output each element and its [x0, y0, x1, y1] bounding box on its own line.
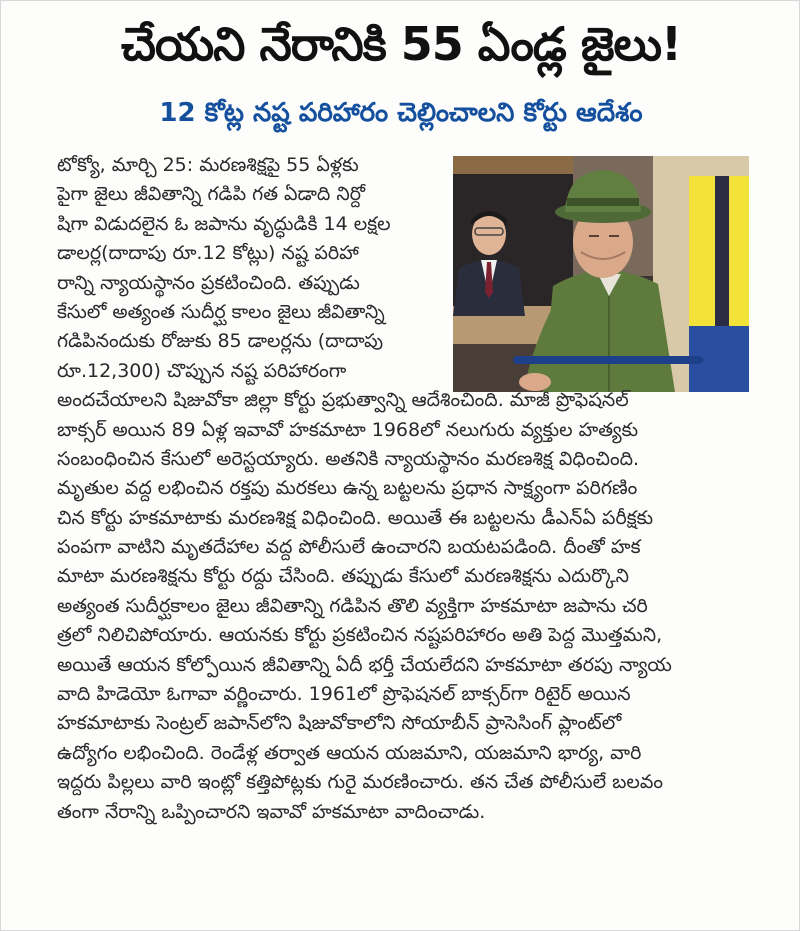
body-line: షిగా విడుదలైన ఓ జపాను వృద్ధుడికి 14 లక్షల	[57, 212, 391, 235]
body-line: ఉద్యోగం లభించింది. రెండేళ్ల తర్వాత ఆయన యజమాని, యజమాని భార్య, వారి	[57, 741, 642, 764]
body-line: సంబంధించిన కేసులో అరెస్టయ్యారు. అతనికి న్యాయస్థానం మరణశిక్ష విధించింది.	[57, 447, 640, 470]
body-line: పంపగా వాటిని మృతదేహాల వద్ద పోలీసులే ఉంచారని బయటపడింది. దీంతో హక	[57, 536, 641, 559]
body-line: గడిపినందుకు రోజుకు 85 డాలర్లను (దాదాపు	[57, 330, 384, 353]
body-line: మృతుల వద్ద లభించిన రక్తపు మరకలు ఉన్న బట్టలను ప్రధాన సాక్ష్యంగా పరిగణిం	[57, 477, 638, 500]
body-line: తంగా నేరాన్ని ఒప్పించారని ఇవావో హకమాటా వాదించాడు.	[57, 800, 486, 823]
body-line: రాన్ని న్యాయస్థానం ప్రకటించింది. తప్పుడు	[57, 271, 360, 294]
article-body	[57, 151, 753, 827]
body-line: డాలర్ల(దాదాపు రూ.12 కోట్లు) నష్ట పరిహా	[57, 242, 359, 265]
body-line: టోక్యో, మార్చి 25: మరణశిక్షపై 55 ఏళ్లకు	[57, 154, 359, 176]
body-line: కేసులో అత్యంత సుదీర్ఘ కాలం జైలు జీవితాన్ని	[57, 300, 385, 323]
body-line: అత్యంత సుదీర్ఘకాలం జైలు జీవితాన్ని గడిపిన తొలి వ్యక్తిగా హకమాటా జపాను చరి	[57, 594, 648, 617]
body-line: పైగా జైలు జీవితాన్ని గడిపి గత ఏడాది నిర్దో	[57, 183, 365, 206]
body-line: అందచేయాలని షిజువోకా జిల్లా కోర్టు ప్రభుత్వాన్ని ఆదేశించింది. మాజీ ప్రొఫెషనల్	[57, 389, 629, 412]
body-line: చిన కోర్టు హకమాటాకు మరణశిక్ష విధించింది. అయితే ఈ బట్టలను డీఎన్ఏ పరీక్షకు	[57, 506, 654, 529]
body-line: ఇద్దరు పిల్లలు వారి ఇంట్లో కత్తిపోట్లకు గురై మరణించారు. తన చేత పోలీసులే బలవం	[57, 771, 663, 794]
body-line: బాక్సర్ అయిన 89 ఏళ్ల ఇవావో హకమాటా 1968లో నలుగురు వ్యక్తుల హత్యకు	[57, 418, 639, 441]
article-headline: చేయని నేరానికి 55 ఏండ్ల జైలు!	[121, 17, 681, 71]
body-line: త్రలో నిలిచిపోయారు. ఆయనకు కోర్టు ప్రకటించిన నష్టపరిహారం అతి పెద్ద మొత్తమని,	[57, 624, 663, 647]
body-line: రూ.12,300) చొప్పున నష్ట పరిహారంగా	[57, 359, 347, 382]
body-line: వాది హిడెయో ఓగావా వర్ణించారు. 1961లో ప్రొఫెషనల్ బాక్సర్‌గా రిటైర్ అయిన	[57, 683, 631, 706]
body-line: మాటా మరణశిక్షను కోర్టు రద్దు చేసింది. తప్పుడు కేసులో మరణశిక్షను ఎదుర్కొని	[57, 565, 629, 588]
body-line: అయితే ఆయన కోల్పోయిన జీవితాన్ని ఏదీ భర్తీ చేయలేదని హకమాటా తరపు న్యాయ	[57, 653, 672, 676]
article-subheadline: 12 కోట్ల నష్ట పరిహారం చెల్లించాలని కోర్టు ఆదేశం	[159, 98, 643, 128]
body-line: హకమాటాకు సెంట్రల్ జపాన్‌లోని షిజువోకాలోని సోయాబీన్ ప్రాసెసింగ్ ప్లాంట్‌లో	[57, 712, 622, 735]
